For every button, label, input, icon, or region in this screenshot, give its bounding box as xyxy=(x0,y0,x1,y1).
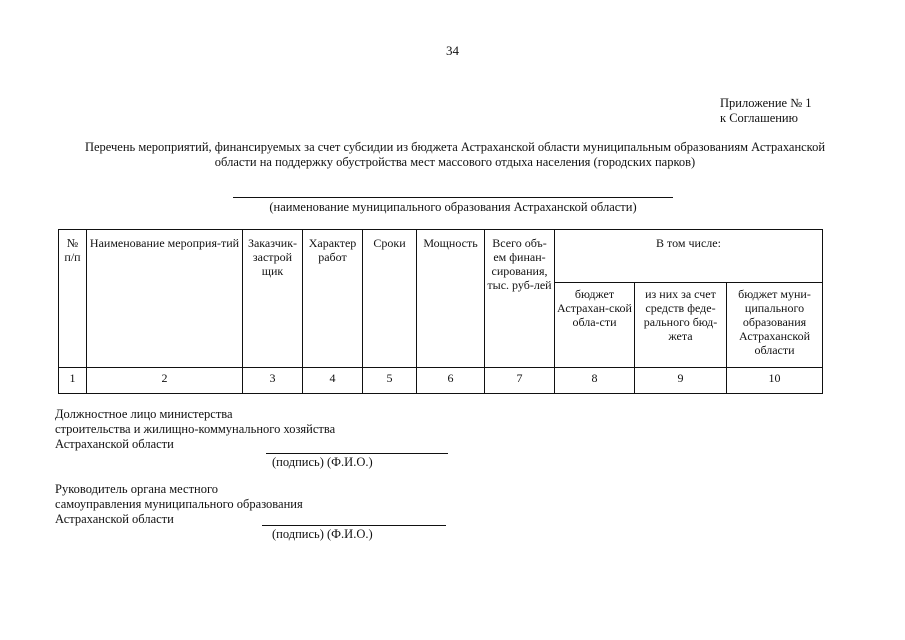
header-regional-budget: бюджет Астрахан-ской обла-сти xyxy=(555,283,635,368)
header-total: Всего объ-ем финан-сирования, тыс. руб-лей xyxy=(485,230,555,368)
signatory-line-1: Руководитель органа местного xyxy=(55,482,219,496)
signatory-line-2: самоуправления муниципального образования xyxy=(55,497,303,511)
header-federal-funds: из них за счет средств феде-рального бюд-жета xyxy=(635,283,727,368)
ministry-signatory-block xyxy=(55,407,335,452)
document-title-line-2: области на поддержку обустройства мест массового отдыха населения (городских парков) xyxy=(214,155,696,169)
document-title xyxy=(60,140,850,170)
municipality-name-line xyxy=(233,197,673,198)
column-number: 5 xyxy=(363,368,417,394)
municipal-signature-caption: (подпись) (Ф.И.О.) xyxy=(272,527,373,541)
municipality-caption: (наименование муниципального образования Астраханской области) xyxy=(269,200,637,214)
signatory-line-2: строительства и жилищно-коммунального хозяйства xyxy=(55,422,336,436)
column-number: 2 xyxy=(87,368,243,394)
municipal-signature-line xyxy=(262,525,446,526)
header-capacity: Мощность xyxy=(417,230,485,368)
appendix-line-2: к Соглашению xyxy=(720,111,798,125)
appendix-label xyxy=(720,96,812,126)
column-number: 10 xyxy=(727,368,823,394)
header-name: Наименование мероприя-тий xyxy=(87,230,243,368)
ministry-signature-caption: (подпись) (Ф.И.О.) xyxy=(272,455,373,469)
column-number: 7 xyxy=(485,368,555,394)
column-number: 4 xyxy=(303,368,363,394)
column-number: 6 xyxy=(417,368,485,394)
header-terms: Сроки xyxy=(363,230,417,368)
page-number: 34 xyxy=(446,43,459,58)
activities-table xyxy=(58,229,823,394)
document-title-line-1: Перечень мероприятий, финансируемых за счет субсидии из бюджета Астраханской области муниципальным образованиям Астраханской xyxy=(84,140,826,154)
header-character: Характер работ xyxy=(303,230,363,368)
header-municipal-budget: бюджет муни-ципального образования Астраханской области xyxy=(727,283,823,368)
column-number: 1 xyxy=(59,368,87,394)
column-number: 8 xyxy=(555,368,635,394)
header-customer: Заказчик-застрой щик xyxy=(243,230,303,368)
header-including: В том числе: xyxy=(555,230,823,283)
column-number: 9 xyxy=(635,368,727,394)
signatory-line-3: Астраханской области xyxy=(55,437,174,451)
header-num: № п/п xyxy=(59,230,87,368)
signatory-line-1: Должностное лицо министерства xyxy=(55,407,233,421)
ministry-signature-line xyxy=(266,453,448,454)
signatory-line-3: Астраханской области xyxy=(55,512,174,526)
appendix-line-1: Приложение № 1 xyxy=(720,96,812,110)
column-number: 3 xyxy=(243,368,303,394)
municipal-head-block xyxy=(55,482,303,527)
